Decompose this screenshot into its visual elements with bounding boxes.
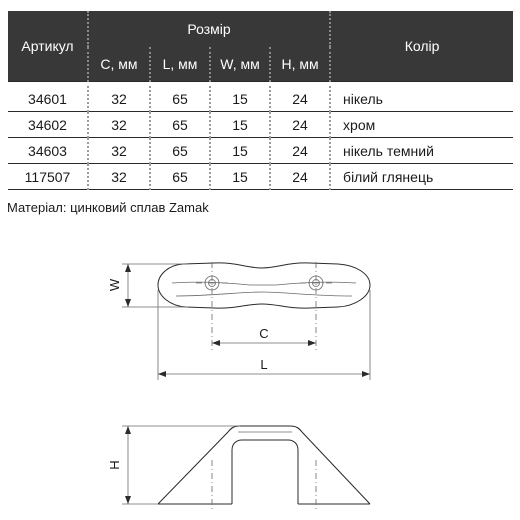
cell-h: 24 — [270, 138, 330, 164]
cell-color: нікель темний — [330, 138, 513, 164]
header-article: Артикул — [8, 11, 88, 82]
label-c: C — [259, 326, 269, 341]
cell-c: 32 — [88, 86, 150, 112]
label-h: H — [107, 460, 122, 470]
cell-w: 15 — [210, 86, 270, 112]
material-note: Матеріал: цинковий сплав Zamak — [7, 200, 209, 215]
cell-article: 34603 — [8, 138, 88, 164]
cell-color: хром — [330, 112, 513, 138]
cell-l: 65 — [150, 138, 210, 164]
side-view — [158, 426, 370, 512]
cell-w: 15 — [210, 138, 270, 164]
header-h: Н, мм — [270, 47, 330, 82]
cell-c: 32 — [88, 138, 150, 164]
header-l: L, мм — [150, 47, 210, 82]
cell-l: 65 — [150, 112, 210, 138]
header-c: С, мм — [88, 47, 150, 82]
header-color: Колір — [330, 11, 513, 82]
cell-l: 65 — [150, 164, 210, 190]
side-view-outline — [158, 426, 370, 504]
cell-w: 15 — [210, 112, 270, 138]
cell-c: 32 — [88, 112, 150, 138]
cell-w: 15 — [210, 164, 270, 190]
cell-color: білий глянець — [330, 164, 513, 190]
cell-h: 24 — [270, 112, 330, 138]
dimension-c — [212, 326, 316, 346]
cell-h: 24 — [270, 164, 330, 190]
top-view-inner-line — [172, 282, 356, 285]
side-view-inner — [232, 440, 298, 504]
top-view-outline — [158, 263, 370, 308]
cell-l: 65 — [150, 86, 210, 112]
cell-article: 34602 — [8, 112, 88, 138]
header-w: W, мм — [210, 47, 270, 82]
cell-color: нікель — [330, 86, 513, 112]
label-l: L — [260, 357, 268, 372]
header-size: Розмір — [88, 11, 330, 47]
top-view-inner-line — [176, 292, 352, 296]
cell-article: 117507 — [8, 164, 88, 190]
label-w: W — [107, 278, 122, 292]
cell-c: 32 — [88, 164, 150, 190]
dimension-w — [107, 264, 188, 307]
cell-article: 34601 — [8, 86, 88, 112]
cell-h: 24 — [270, 86, 330, 112]
dimension-h — [107, 426, 240, 504]
